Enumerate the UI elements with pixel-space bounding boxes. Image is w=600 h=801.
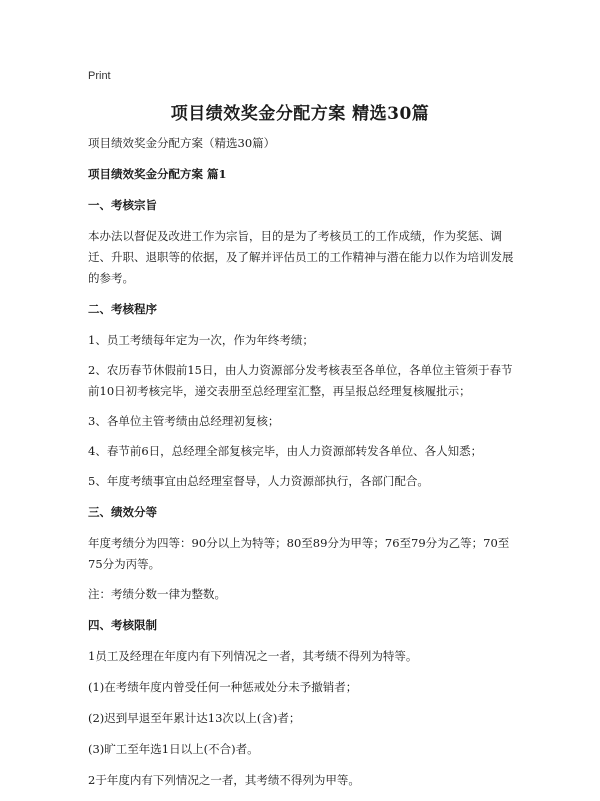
procedure-item-5: 5、年度考绩事宜由总经理室督导，人力资源部执行，各部门配合。 [88, 474, 429, 488]
heading-procedure: 二、考核程序 [88, 302, 157, 316]
restriction-subitem-1: (1)在考绩年度内曾受任何一种惩戒处分未予撤销者； [88, 680, 358, 694]
document-body [88, 133, 518, 801]
heading-grading: 三、绩效分等 [88, 505, 157, 519]
procedure-item-3: 3、各单位主管考绩由总经理初复核； [88, 414, 280, 428]
section-title: 项目绩效奖金分配方案 篇1 [88, 167, 227, 181]
heading-purpose: 一、考核宗旨 [88, 198, 157, 212]
restriction-item-2: 2于年度内有下列情况之一者，其考绩不得列为甲等。 [88, 773, 360, 787]
page-title: 项目绩效奖金分配方案 精选30篇 [170, 104, 430, 124]
grading-paragraph: 年度考绩分为四等：90分以上为特等；80至89分为甲等；76至79分为乙等；70至75分为丙等。 [88, 536, 510, 571]
grading-note: 注：考绩分数一律为整数。 [88, 587, 226, 601]
procedure-item-2: 2、农历春节休假前15日，由人力资源部分发考核表至各单位，各单位主管须于春节前10日初考核完毕，递交表册至总经理室汇整，再呈报总经理复核履批示； [88, 363, 513, 398]
restriction-subitem-2: (2)迟到早退至年累计达13次以上(含)者； [88, 711, 301, 725]
paragraph-purpose: 本办法以督促及改进工作为宗旨，目的是为了考核员工的工作成绩，作为奖惩、调迁、升职、退职等的依据，及了解并评估员工的工作精神与潜在能力以作为培训发展的参考。 [88, 229, 514, 285]
restriction-subitem-3: (3)旷工至年选1日以上(不合)者。 [88, 742, 259, 756]
restriction-item-1: 1员工及经理在年度内有下列情况之一者，其考绩不得列为特等。 [88, 649, 418, 663]
procedure-item-1: 1、员工考绩每年定为一次，作为年终考绩； [88, 333, 314, 347]
document-subtitle: 项目绩效奖金分配方案（精选30篇） [88, 136, 276, 150]
heading-restrictions: 四、考核限制 [88, 618, 157, 632]
print-link[interactable]: Print [88, 70, 111, 82]
procedure-item-4: 4、春节前6日，总经理全部复核完毕，由人力资源部转发各单位、各人知悉； [88, 444, 483, 458]
